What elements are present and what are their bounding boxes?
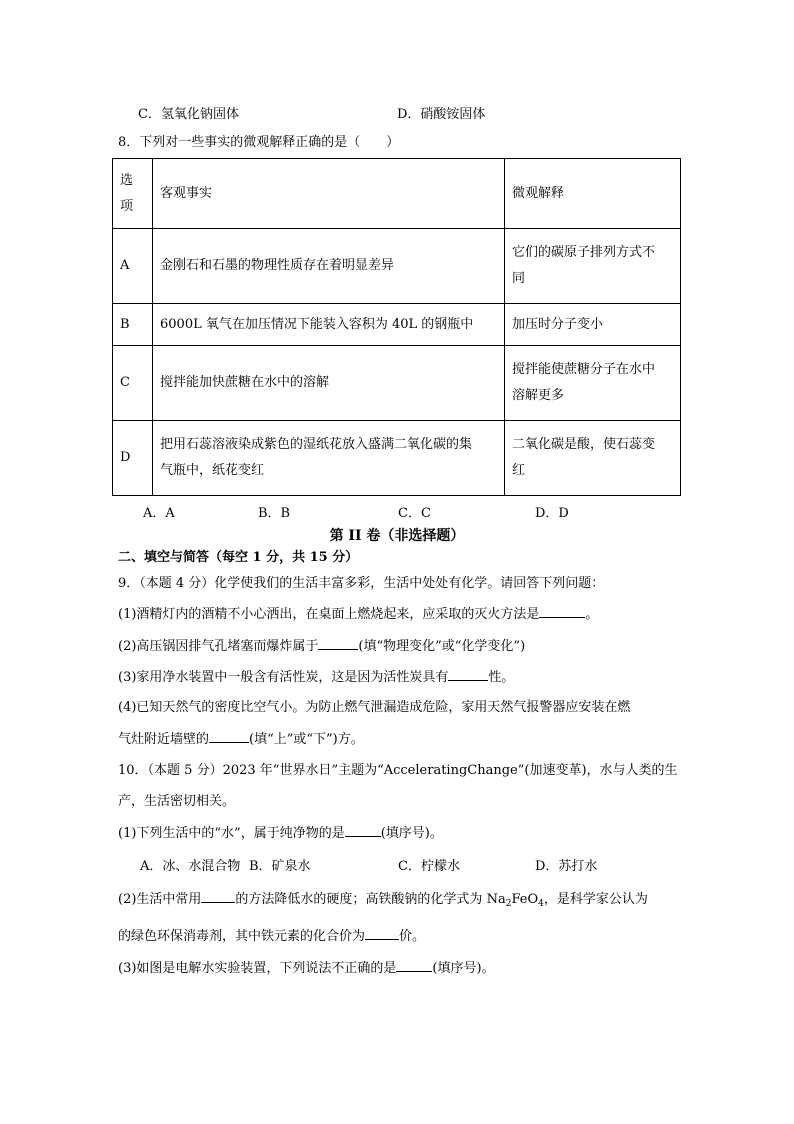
row-option: A [113,229,153,304]
q8-table [112,158,681,496]
q8-stem: 8．下列对一些事实的微观解释正确的是（ ） [118,135,400,150]
table-row [113,304,681,346]
answer-blank [318,637,358,650]
chemical-formula: $Na_2FeO_4$ [486,892,544,909]
row-explain: 二氧化碳是酸，使石蕊变 红 [505,421,681,496]
table-header-row [113,159,681,229]
row-explain: 搅拌能使蔗糖分子在水中 溶解更多 [505,346,681,421]
q9-part4-line1: (4)已知天然气的密度比空气小。为防止燃气泄漏造成危险，家用天然气报警器应安装在燃 [118,700,631,715]
answer-blank [448,668,488,681]
row-fact: 搅拌能加快蔗糖在水中的溶解 [153,346,505,421]
q9-part1: (1)酒精灯内的酒精不小心洒出，在桌面上燃烧起来，应采取的灭火方法是 。 [118,607,599,622]
q10-part2-line2: 的绿色环保消毒剂，其中铁元素的化合价为 价。 [118,929,426,944]
table-row [113,421,681,496]
q9-part3: (3)家用净水装置中一般含有活性炭，这是因为活性炭具有 性。 [118,670,515,685]
row-explain: 加压时分子变小 [505,304,681,346]
answer-blank [396,959,432,972]
row-explain: 它们的碳原子排列方式不 同 [505,229,681,304]
row-fact: 金刚石和石墨的物理性质存在着明显差异 [153,229,505,304]
q10-part1: (1)下列生活中的“水”，属于纯净物的是 (填序号)。 [118,826,443,841]
q10-part3: (3)如图是电解水实验装置，下列说法不正确的是 (填序号)。 [118,961,495,976]
table-row [113,346,681,421]
answer-blank [365,927,399,940]
q8-option-b: B．B [258,506,291,521]
q8-option-a: A．A [143,506,175,521]
row-fact: 6000L 氧气在加压情况下能装入容积为 40L 的钢瓶中 [153,304,505,346]
q10-option-a: A．冰、水混合物 [140,859,241,874]
q10-option-b: B．矿泉水 [249,859,311,874]
row-option: B [113,304,153,346]
header-fact: 客观事实 [153,159,505,229]
table-row [113,229,681,304]
q10-stem-line2: 产，生活密切相关。 [118,794,236,809]
q10-part2-line1: (2)生活中常用 的方法降低水的硬度；高铁酸钠的化学式为 $Na_2FeO_4$，是科学家公认为 [118,892,648,909]
answer-blank [345,824,381,837]
q8-option-c: C．C [398,506,431,521]
row-option: C [113,346,153,421]
q7-option-c: C．氢氧化钠固体 [138,107,239,122]
q10-option-c: C．柠檬水 [398,859,460,874]
q8-option-d: D．D [535,506,569,521]
q7-option-d: D．硝酸铵固体 [397,107,486,122]
row-fact: 把用石蕊溶液染成紫色的湿纸花放入盛满二氧化碳的集 气瓶中，纸花变红 [153,421,505,496]
answer-blank [201,890,235,903]
q9-stem: 9．（本题 4 分）化学使我们的生活丰富多彩，生活中处处有化学。请回答下列问题： [118,576,605,591]
section2-title: 二、填空与简答（每空 1 分，共 15 分） [118,550,359,565]
q10-stem-line1: 10．（本题 5 分）2023 年“世界水日”主题为“AcceleratingChange”(加速变革)，水与人类的生 [118,763,678,778]
header-explain: 微观解释 [505,159,681,229]
q10-option-d: D．苏打水 [535,859,598,874]
q9-part2: (2)高压锅因排气孔堵塞而爆炸属于 (填“物理变化”或“化学变化”) [118,639,526,654]
part2-title: 第 II 卷（非选择题） [329,528,465,544]
row-option: D [113,421,153,496]
header-option: 选 项 [113,159,153,229]
answer-blank [209,730,249,743]
q9-part4-line2: 气灶附近墙壁的 (填“上”或“下”)方。 [118,732,364,747]
answer-blank [539,605,585,618]
